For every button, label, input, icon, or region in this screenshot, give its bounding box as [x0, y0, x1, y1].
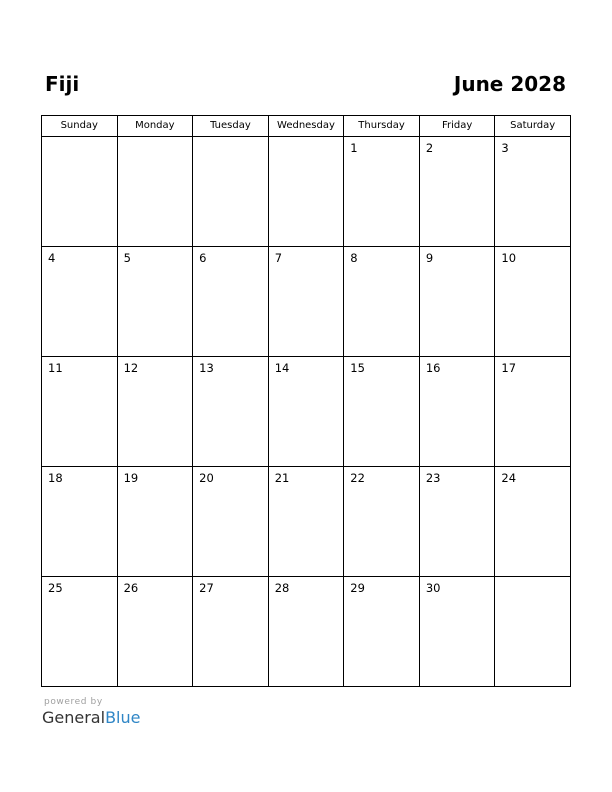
day-number [42, 137, 117, 141]
day-number [495, 577, 570, 581]
day-cell [344, 467, 420, 577]
powered-by-text: powered by [44, 697, 103, 707]
day-cell [117, 357, 193, 467]
day-number: 11 [48, 361, 63, 375]
day-cell [344, 247, 420, 357]
day-number: 26 [123, 581, 139, 595]
day-cell [117, 577, 193, 687]
brand-blue-text: Blue [105, 708, 141, 727]
brand-general-text: General [42, 708, 106, 727]
day-cell [495, 467, 571, 577]
calendar-grid [41, 115, 571, 687]
day-number: 10 [501, 251, 517, 265]
weekday-thursday: Thursday [344, 116, 420, 137]
day-number: 13 [199, 361, 214, 375]
day-number: 29 [350, 581, 365, 595]
day-cell [419, 467, 495, 577]
day-cell [495, 577, 571, 687]
day-number: 17 [501, 361, 517, 375]
day-cell [495, 137, 571, 247]
day-cell [193, 357, 269, 467]
day-number: 7 [274, 251, 283, 265]
day-cell [117, 467, 193, 577]
day-cell [495, 247, 571, 357]
day-cell [193, 247, 269, 357]
day-cell [193, 467, 269, 577]
day-number: 18 [48, 471, 63, 485]
day-number: 27 [199, 581, 214, 595]
generalblue-logo[interactable] [42, 708, 140, 728]
day-cell [193, 577, 269, 687]
day-cell [268, 247, 344, 357]
day-cell [419, 357, 495, 467]
day-number: 16 [425, 361, 441, 375]
day-cell [268, 577, 344, 687]
week-row-4 [42, 467, 571, 577]
weekday-monday: Monday [117, 116, 193, 137]
weekday-saturday: Saturday [495, 116, 571, 137]
day-number: 30 [425, 581, 441, 595]
day-number [193, 137, 268, 141]
day-number [118, 137, 193, 141]
day-number: 12 [123, 361, 139, 375]
week-row-2 [42, 247, 571, 357]
day-number [269, 137, 344, 141]
day-cell [344, 137, 420, 247]
week-row-3 [42, 357, 571, 467]
day-cell [419, 137, 495, 247]
day-number: 23 [425, 471, 441, 485]
weekday-wednesday: Wednesday [268, 116, 344, 137]
day-number: 8 [350, 251, 358, 265]
day-cell [117, 247, 193, 357]
day-number: 25 [48, 581, 63, 595]
day-number: 5 [123, 251, 131, 265]
weekday-tuesday: Tuesday [193, 116, 269, 137]
day-cell [268, 357, 344, 467]
day-cell [344, 357, 420, 467]
day-number: 22 [350, 471, 365, 485]
day-number: 9 [425, 251, 434, 265]
day-cell [193, 137, 269, 247]
day-cell [42, 467, 118, 577]
day-cell [42, 247, 118, 357]
day-number: 21 [274, 471, 290, 485]
week-row-1 [42, 137, 571, 247]
day-cell [117, 137, 193, 247]
weekday-header-row [42, 116, 571, 137]
day-number: 19 [123, 471, 139, 485]
day-number: 14 [274, 361, 290, 375]
day-cell [268, 137, 344, 247]
day-number: 15 [350, 361, 365, 375]
day-number: 4 [48, 251, 56, 265]
day-number: 6 [199, 251, 207, 265]
day-cell [268, 467, 344, 577]
week-row-5 [42, 577, 571, 687]
weekday-friday: Friday [419, 116, 495, 137]
month-year-title: June 2028 [453, 72, 566, 96]
day-cell [42, 357, 118, 467]
day-number: 24 [501, 471, 517, 485]
day-number: 3 [501, 141, 509, 155]
footer-branding [42, 697, 140, 728]
day-cell [42, 137, 118, 247]
day-cell [344, 577, 420, 687]
day-number: 1 [350, 141, 358, 155]
day-cell [42, 577, 118, 687]
day-cell [419, 577, 495, 687]
day-cell [495, 357, 571, 467]
day-cell [419, 247, 495, 357]
day-number: 28 [274, 581, 290, 595]
country-title: Fiji [45, 72, 80, 96]
day-number: 2 [425, 141, 434, 155]
weekday-sunday: Sunday [42, 116, 118, 137]
day-number: 20 [199, 471, 214, 485]
